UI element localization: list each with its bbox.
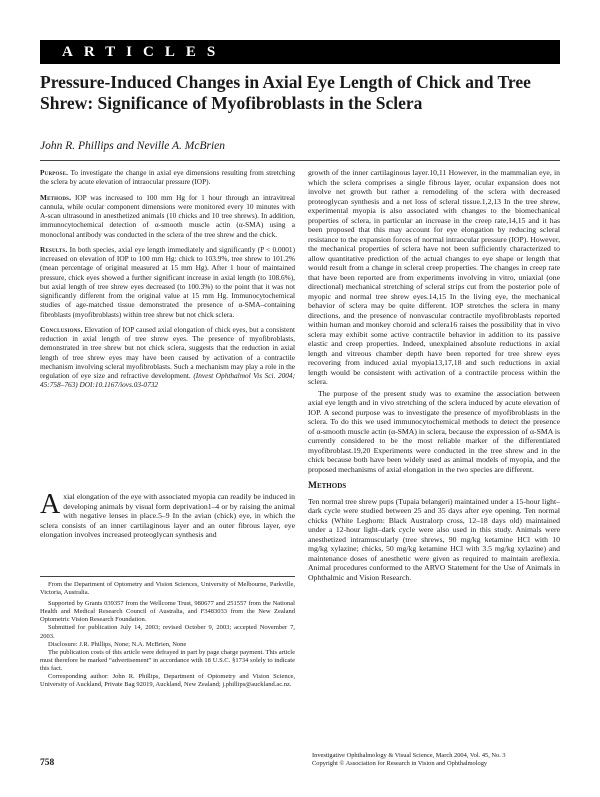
body-paragraph: growth of the inner cartilaginous layer.10,11 However, in the mammalian eye, in which the sclera comprises a single fibrous layer, ocular expansion does not involve net growth but rather a remodeling of the sclera with decreased proteoglycan synthesis and a net loss of scleral tissue.1,2,13 In the tree shrew, experimental myopia is also associated with changes to the biomechanical properties of sclera, in particular an increase in the creep rate,14,15 and it has been proposed that this may account for eye elongation by reducing scleral resistance to the expansion forces of normal intraocular pressure (IOP). However, the mechanical properties of sclera have not been sufficiently characterized to allow quantitative prediction of the actual changes to eye shape or length that would result from a change in scleral creep properties. The changes in creep rate that have been reported are from experiments involving in vitro, uniaxial (one directional) mechanical stretching of scleral strips cut from the posterior pole of myopic and normal tree shrew eyes.14,15 In the living eye, the mechanical behavior of sclera may be quite different. IOP stretches the sclera in many directions, and the presence of nonvascular contractile myofibroblasts reported within human and monkey choroid and sclera16 raises the possibility that in vivo sclera may exhibit some active contractile behavior in addition to its passive elastic and creep properties. Indeed, unexplained absolute reductions in axial length and vitreous chamber depth have been reported for tree shrew eyes recovering from induced axial myopia13,17,18 and such reductions in axial length would be consistent with activation of a contractile process within the sclera. bbox=[308, 168, 560, 386]
section-banner: ARTICLES bbox=[40, 40, 560, 64]
footnote-submitted: Submitted for publication July 14, 2003; revised October 9, 2003; accepted November 7, 2003. bbox=[40, 624, 295, 640]
abstract bbox=[40, 168, 295, 390]
methods-heading: Methods bbox=[308, 481, 347, 491]
right-column bbox=[308, 168, 560, 582]
author-list: John R. Phillips and Neville A. McBrien bbox=[40, 140, 226, 152]
results-label: Results. bbox=[40, 244, 68, 254]
footnote-funding: Supported by Grants 039357 from the Wellcome Trust, 980677 and 251557 from the National Health and Medical Research Council of Australia, and F3483033 from the New Zealand Optometric Vision Research Foundation. bbox=[40, 600, 295, 624]
footnote-affiliation: From the Department of Optometry and Vision Sciences, University of Melbourne, Parkville, Victoria, Australia. bbox=[40, 581, 295, 597]
conclusions-text: Elevation of IOP caused axial elongation of chick eyes, but a consistent reduction in axial length of tree shrew eyes. The presence of myofibroblasts, demonstrated in tree shrew but not chick sclera, suggests that the reduction in axial length of tree shrew eyes may have been caused by activation of a contractile mechanism involving scleral myofibroblasts. Such a mechanism may play a role in the regulation of eye size and refractive development. bbox=[40, 324, 295, 380]
intro-text: xial elongation of the eye with associated myopia can readily be induced in developing animals by visual form deprivation1–4 or by raising the animal with negative lenses in place.5–9 In the avian (chick) eye, in which the sclera consists of an inner cartilaginous layer and an outer fibrous layer, eye elongation involves increased proteoglycan synthesis and bbox=[40, 492, 295, 539]
methods-text: IOP was increased to 100 mm Hg for 1 hour through an intravitreal cannula, while ocular component dimensions were monitored every 10 minutes with A-scan ultrasound in anesthetized animals (10 chicks and 10 tree shrews). In addition, immunocytochemical detection of α-smooth muscle actin (α-SMA) using a monoclonal antibody was conducted in the sclera of the tree shrew and the chick. bbox=[40, 192, 295, 239]
introduction-left bbox=[40, 489, 295, 540]
journal-citation: Investigative Ophthalmology & Visual Science, March 2004, Vol. 45, No. 3 bbox=[312, 752, 506, 759]
footnote-correspondence: Corresponding author: John R. Phillips, Department of Optometry and Vision Science, University of Auckland, Private Bag 92019, Auckland, New Zealand; j.phillips@auckland.ac.nz. bbox=[40, 673, 295, 689]
purpose-text: To investigate the change in axial eye dimensions resulting from stretching the sclera by acute elevation of intraocular pressure (IOP). bbox=[40, 168, 295, 187]
footnote-divider bbox=[40, 576, 295, 577]
abstract-conclusions bbox=[40, 325, 295, 390]
methods-label: Methods. bbox=[40, 192, 72, 202]
abstract-purpose bbox=[40, 168, 295, 187]
citation-text: (Invest Ophthalmol Vis Sci. 2004; 45:758–763) DOI:10.1167/iovs.03-0732 bbox=[40, 371, 295, 390]
conclusions-label: Conclusions. bbox=[40, 324, 83, 334]
title-divider bbox=[40, 160, 560, 161]
abstract-results bbox=[40, 245, 295, 319]
footnote-disclosure: Disclosure: J.R. Phillips, None; N.A. McBrien, None bbox=[48, 640, 187, 648]
drop-cap: A bbox=[40, 489, 61, 520]
footnotes bbox=[40, 581, 295, 689]
page-number: 758 bbox=[40, 758, 55, 768]
body-paragraph: Ten normal tree shrew pups (Tupaia belangeri) maintained under a 15-hour light–dark cycle were studied between 25 and 35 days after eye opening. Ten normal chicks (White Leghorn: Black Australorp cross, 12–18 days old) maintained under a 12-hour light–dark cycle were also used in this study. Animals were anesthetized intramuscularly (tree shrews, 90 mg/kg ketamine HCl with 10 mg/kg xylazine; chicks, 50 mg/kg ketamine HCl with 3.5 mg/kg xylazine) and maintenance doses of anesthetic were given as required to maintain areflexia. Animal procedures conformed to the ARVO Statement for the Use of Animals in Ophthalmic and Vision Research. bbox=[308, 496, 560, 582]
article-title: Pressure-Induced Changes in Axial Eye Length of Chick and Tree Shrew: Significance of Myofibroblasts in the Sclera bbox=[40, 72, 531, 113]
purpose-label: Purpose. bbox=[40, 168, 69, 177]
body-paragraph: The purpose of the present study was to examine the association between axial eye length and in vivo stretching of the sclera induced by acute elevation of IOP. A second purpose was to investigate the presence of myofibroblasts in the sclera. To do this we used immunocytochemical methods to detect the presence of α-smooth muscle actin (α-SMA) in sclera, because the expression of α-SMA is currently considered to be the most reliable marker of the differentiated myofibroblast.19,20 Experiments were conducted in the tree shrew and in the chick because both have been widely used as animal models of myopia, and the proposed mechanisms of axial elongation in the two species are different. bbox=[308, 388, 560, 474]
results-text: In both species, axial eye length immediately and significantly (P < 0.0001) increased on elevation of IOP to 100 mm Hg: chick to 103.9%, tree shrew to 101.2% (mean percentage of original measured at 15 mm Hg). After 1 hour of maintained pressure, chick eyes showed a further significant increase in axial length (to 108.6%), but axial length of tree shrew eyes decreased (to 100.3%) to the point that it was not significantly different from the original value at 15 mm Hg. Immunocytochemical studies of age-matched tissue demonstrated the presence of α-SMA–containing fibroblasts (myofibroblasts) within tree shrew but not chick sclera. bbox=[40, 244, 295, 319]
journal-footer bbox=[312, 752, 506, 768]
intro-paragraph bbox=[40, 489, 295, 540]
footnote-costs: The publication costs of this article were defrayed in part by page charge payment. This article must therefore be marked “advertisement” in accordance with 18 U.S.C. §1734 solely to indicate this fact. bbox=[40, 648, 295, 672]
copyright-line: Copyright © Association for Research in Vision and Ophthalmology bbox=[312, 760, 488, 767]
abstract-methods bbox=[40, 193, 295, 239]
